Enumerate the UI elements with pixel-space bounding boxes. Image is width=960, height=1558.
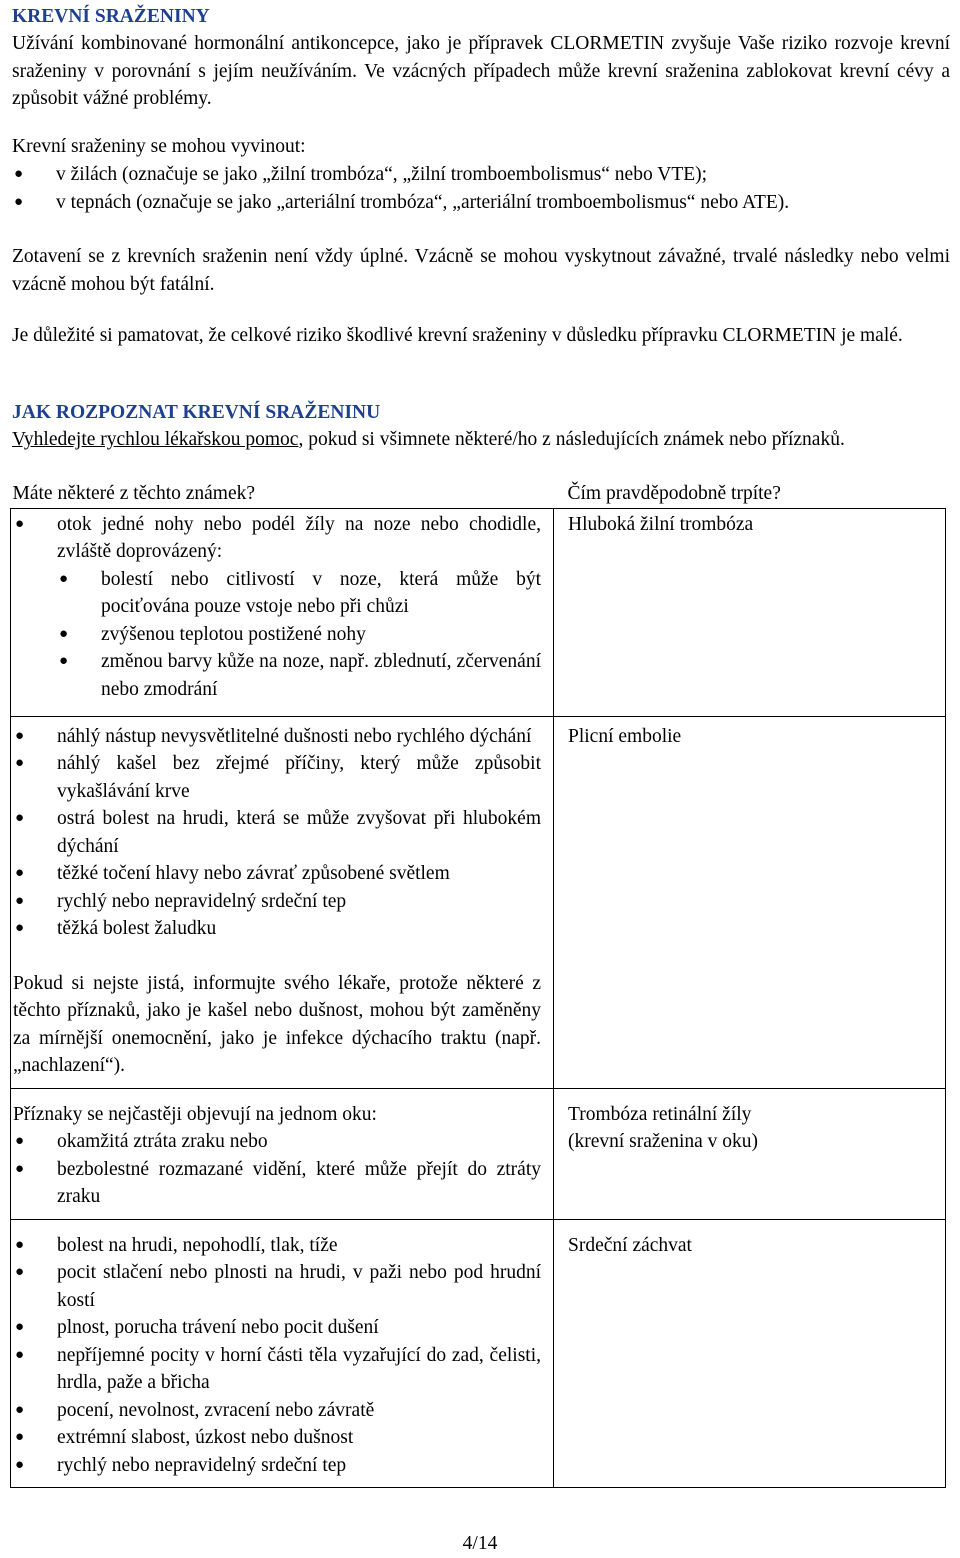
- list-item: ● otok jedné nohy nebo podél žíly na noze nebo chodidle, zvláště doprovázený: ● bolestí nebo citlivostí v noze, která může být pociťována pouze vstoje nebo při chůzi ● zvýšenou teplotou postižené nohy ● změnou barvy kůže na noze, např. zblednutí, zčervenání nebo zmodrání: [13, 511, 541, 704]
- condition-cell: Srdeční záchvat: [554, 1219, 946, 1488]
- condition-cell: Trombóza retinální žíly (krevní sraženina v oku): [554, 1088, 946, 1219]
- bullet-icon: ●: [15, 920, 25, 936]
- symptom-sublist: [57, 566, 541, 704]
- list-item: ● rychlý nebo nepravidelný srdeční tep: [13, 1452, 541, 1480]
- bullet-icon: ●: [59, 625, 69, 642]
- list-item: ● v tepnách (označuje se jako „arteriální trombóza“, „arteriální tromboembolismus“ nebo ATE).: [12, 189, 950, 217]
- list-item: ● rychlý nebo nepravidelný srdeční tep: [13, 888, 541, 916]
- bullet-icon: ●: [15, 810, 25, 826]
- bullet-icon: ●: [15, 892, 25, 909]
- symptoms-table: [10, 480, 946, 1488]
- table-header-row: [11, 480, 946, 508]
- bullet-icon: ●: [15, 1236, 25, 1253]
- bullet-icon: ●: [15, 865, 25, 881]
- list-item: ● náhlý nástup nevysvětlitelné dušnosti nebo rychlého dýchání: [13, 723, 541, 751]
- bullet-icon: ●: [59, 570, 69, 587]
- develop-label: Krevní sraženiny se mohou vyvinout:: [12, 136, 306, 157]
- list-item: ● bolest na hrudi, nepohodlí, tlak, tíže: [13, 1232, 541, 1260]
- list-item: ● nepříjemné pocity v horní části těla vyzařující do zad, čelisti, hrdla, paže a břicha: [13, 1342, 541, 1397]
- list-item: ● plnost, porucha trávení nebo pocit dušení: [13, 1314, 541, 1342]
- section-heading-recognize: JAK ROZPOZNAT KREVNÍ SRAŽENINU: [12, 402, 381, 423]
- list-item: ● pocení, nevolnost, zvracení nebo závratě: [13, 1397, 541, 1425]
- symptom-list: [13, 1128, 541, 1211]
- symptom-list: [13, 511, 541, 704]
- condition-cell: Plicní embolie: [554, 716, 946, 1088]
- seek-help-paragraph: Vyhledejte rychlou lékařskou pomoc, pokud si všimnete některé/ho z následujících známek nebo příznaků.: [12, 429, 845, 450]
- bullet-icon: ●: [15, 1319, 25, 1335]
- table-row: [11, 716, 946, 1088]
- bullet-icon: ●: [15, 727, 25, 744]
- symptom-list: [13, 1232, 541, 1480]
- bullet-icon: ●: [15, 1456, 25, 1473]
- bullet-icon: ●: [15, 1429, 25, 1445]
- table-row: [11, 1088, 946, 1219]
- recovery-paragraph: Zotavení se z krevních sraženin není vždy úplné. Vzácně se mohou vyskytnout závažné, trvalé následky nebo velmi vzácně mohou být fatální.: [12, 246, 950, 295]
- list-item: ● bolestí nebo citlivostí v noze, která může být pociťována pouze vstoje nebo při chůzi: [57, 566, 541, 621]
- list-item: ● v žilách (označuje se jako „žilní trombóza“, „žilní tromboembolismus“ nebo VTE);: [12, 161, 950, 189]
- table-row: [11, 1219, 946, 1488]
- bullet-icon: ●: [59, 653, 69, 669]
- page-number: 4/14: [462, 1533, 498, 1554]
- symptoms-cell: [11, 1219, 554, 1488]
- list-item: ● těžká bolest žaludku: [13, 915, 541, 943]
- symptoms-cell: [11, 1088, 554, 1219]
- list-item: ● ostrá bolest na hrudi, která se může zvyšovat při hlubokém dýchání: [13, 805, 541, 860]
- develop-list: [12, 161, 950, 216]
- list-item: ● bezbolestné rozmazané vidění, které může přejít do ztráty zraku: [13, 1156, 541, 1211]
- list-item: ● pocit stlačení nebo plnosti na hrudi, v paži nebo pod hrudní kostí: [13, 1259, 541, 1314]
- bullet-icon: ●: [15, 755, 25, 771]
- bullet-icon: ●: [15, 1401, 25, 1418]
- bullet-icon: ●: [15, 1346, 25, 1363]
- bullet-icon: ●: [15, 1133, 25, 1149]
- symptoms-cell: [11, 716, 554, 1088]
- column-header-condition: Čím pravděpodobně trpíte?: [567, 483, 781, 504]
- risk-paragraph: Je důležité si pamatovat, že celkové riziko škodlivé krevní sraženiny v důsledku přípravku CLORMETIN je malé.: [12, 325, 903, 346]
- symptom-list: [13, 723, 541, 943]
- list-item: ● okamžitá ztráta zraku nebo: [13, 1128, 541, 1156]
- bullet-icon: ●: [15, 1264, 25, 1280]
- table-row: [11, 508, 946, 716]
- bullet-icon: ●: [14, 166, 24, 182]
- list-item: ● náhlý kašel bez zřejmé příčiny, který může způsobit vykašlávání krve: [13, 750, 541, 805]
- symptoms-cell: [11, 508, 554, 716]
- seek-help-emphasis: Vyhledejte rychlou lékařskou pomoc: [12, 429, 299, 450]
- eye-symptoms-lead: Příznaky se nejčastěji objevují na jednom oku:: [13, 1103, 377, 1125]
- bullet-icon: ●: [15, 1160, 25, 1177]
- condition-cell: Hluboká žilní trombóza: [554, 508, 946, 716]
- bullet-icon: ●: [15, 515, 25, 532]
- intro-paragraph: Užívání kombinované hormonální antikoncepce, jako je přípravek CLORMETIN zvyšuje Vaše riziko rozvoje krevní sraženiny v porovnání s jejím neužíváním. Ve vzácných případech může krevní sraženina zablokovat krevní cévy a způsobit vážné problémy.: [12, 33, 950, 109]
- uncertainty-note: Pokud si nejste jistá, informujte svého lékaře, protože některé z těchto příznaků, jako je kašel nebo dušnost, mohou být zaměněny za mírnější onemocnění, jako je infekce dýchacího traktu (např. „nachlazení“).: [13, 972, 541, 1076]
- list-item: ● extrémní slabost, úzkost nebo dušnost: [13, 1424, 541, 1452]
- list-item: ● změnou barvy kůže na noze, např. zblednutí, zčervenání nebo zmodrání: [57, 648, 541, 703]
- list-item: ● zvýšenou teplotou postižené nohy: [57, 621, 541, 649]
- list-item: ● těžké točení hlavy nebo závrať způsobené světlem: [13, 860, 541, 888]
- column-header-symptoms: Máte některé z těchto známek?: [12, 483, 256, 504]
- section-heading-blood-clots: KREVNÍ SRAŽENINY: [12, 6, 210, 27]
- bullet-icon: ●: [14, 193, 24, 210]
